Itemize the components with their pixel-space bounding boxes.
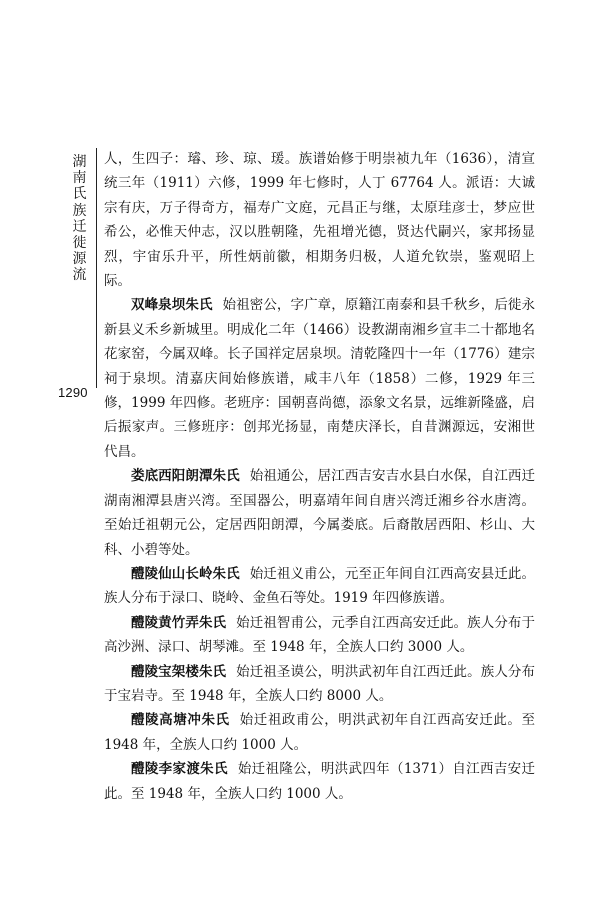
paragraph-liling-lijiadu	[104, 757, 535, 806]
paragraph-text: 始祖密公，字广章，原籍江南泰和县千秋乡，后徙永新县义禾乡新城里。明成化二年（1466）设教湖南湘乡宣丰二十都地名花家窑，今属双峰。长子国祥定居泉坝。清乾隆四十一年（1776）建宗祠于泉坝。清嘉庆间始修族谱，咸丰八年（1858）二修，1929 年三修，1999 年四修。老班序：国朝喜尚德，添象文名景，远维新隆盛，启后振家声。三修班序：创邦光扬显，南楚庆泽长，自昔渊源远，安湘世代昌。	[104, 297, 536, 460]
clan-heading: 醴陵李家渡朱氏	[131, 761, 228, 778]
paragraph-text: 始迁祖圣谟公，明洪武初年自江西迁此。族人分布于宝岩寺。至 1948 年，全族人口约 8000 人。	[104, 663, 535, 704]
paragraph-shuangfeng-quanba	[104, 293, 535, 464]
clan-heading: 醴陵仙山长岭朱氏	[131, 565, 240, 582]
paragraph-text: 始迁祖隆公，明洪武四年（1371）自江西吉安迁此。至 1948 年，全族人口约 1000 人。	[104, 761, 535, 802]
paragraph-text: 始迁祖义甫公，元至正年间自江西高安县迁此。族人分布于渌口、晓岭、金鱼石等处。1919 年四修族谱。	[104, 565, 536, 607]
paragraph-text: 始迁祖智甫公，元季自江西高安迁此。族人分布于高沙洲、渌口、胡琴滩。至 1948 年，全族人口约 3000 人。	[104, 614, 535, 656]
paragraph-liling-baojialou	[104, 660, 535, 709]
paragraph-text: 始迁祖政甫公，明洪武初年自江西高安迁此。至 1948 年，全族人口约 1000 人。	[104, 712, 536, 753]
paragraph-text: 人，生四子：璿、珍、琼、瑗。族谱始修于明崇祯九年（1636），清宣统三年（1911）六修，1999 年七修时，人丁 67764 人。派语：大诚宗有庆，万子得奇方，福寿广文庭，元昌正与继，太原珪彦士，梦应世希公，必惟天仲志，汉以胜朝隆，先祖增光德，贤达代嗣兴，家邦扬显烈，宇宙乐升平，所性炳前徽，相期务归极，人道允钦崇，鉴观昭上际。	[104, 151, 535, 290]
page-number: 1290	[58, 385, 88, 400]
paragraph-liling-gaotangchong	[104, 708, 535, 757]
clan-heading: 娄底西阳朗潭朱氏	[131, 468, 240, 485]
paragraph-liling-huangzhunong	[104, 611, 535, 660]
paragraph-continued	[104, 147, 535, 293]
clan-heading: 醴陵黄竹弄朱氏	[131, 614, 227, 631]
clan-heading: 醴陵宝架楼朱氏	[131, 663, 227, 680]
clan-heading: 醴陵高塘冲朱氏	[131, 712, 230, 729]
paragraph-loudi-xiyang	[104, 464, 535, 562]
main-text	[104, 147, 535, 806]
paragraph-liling-xianshan	[104, 562, 535, 611]
header-rule	[96, 148, 97, 388]
paragraph-text: 始祖通公，居江西吉安吉水县白水保，自江西迁湖南湘潭县唐兴湾。至国器公，明嘉靖年间自唐兴湾迁湘乡谷水唐湾。至始迁祖朝元公，定居西阳朗潭，今属娄底。后裔散居西阳、杉山、大科、小碧等处。	[104, 468, 536, 558]
running-header-title: 湖南氏族迁徙源流	[72, 154, 87, 284]
clan-heading: 双峰泉坝朱氏	[131, 297, 213, 314]
